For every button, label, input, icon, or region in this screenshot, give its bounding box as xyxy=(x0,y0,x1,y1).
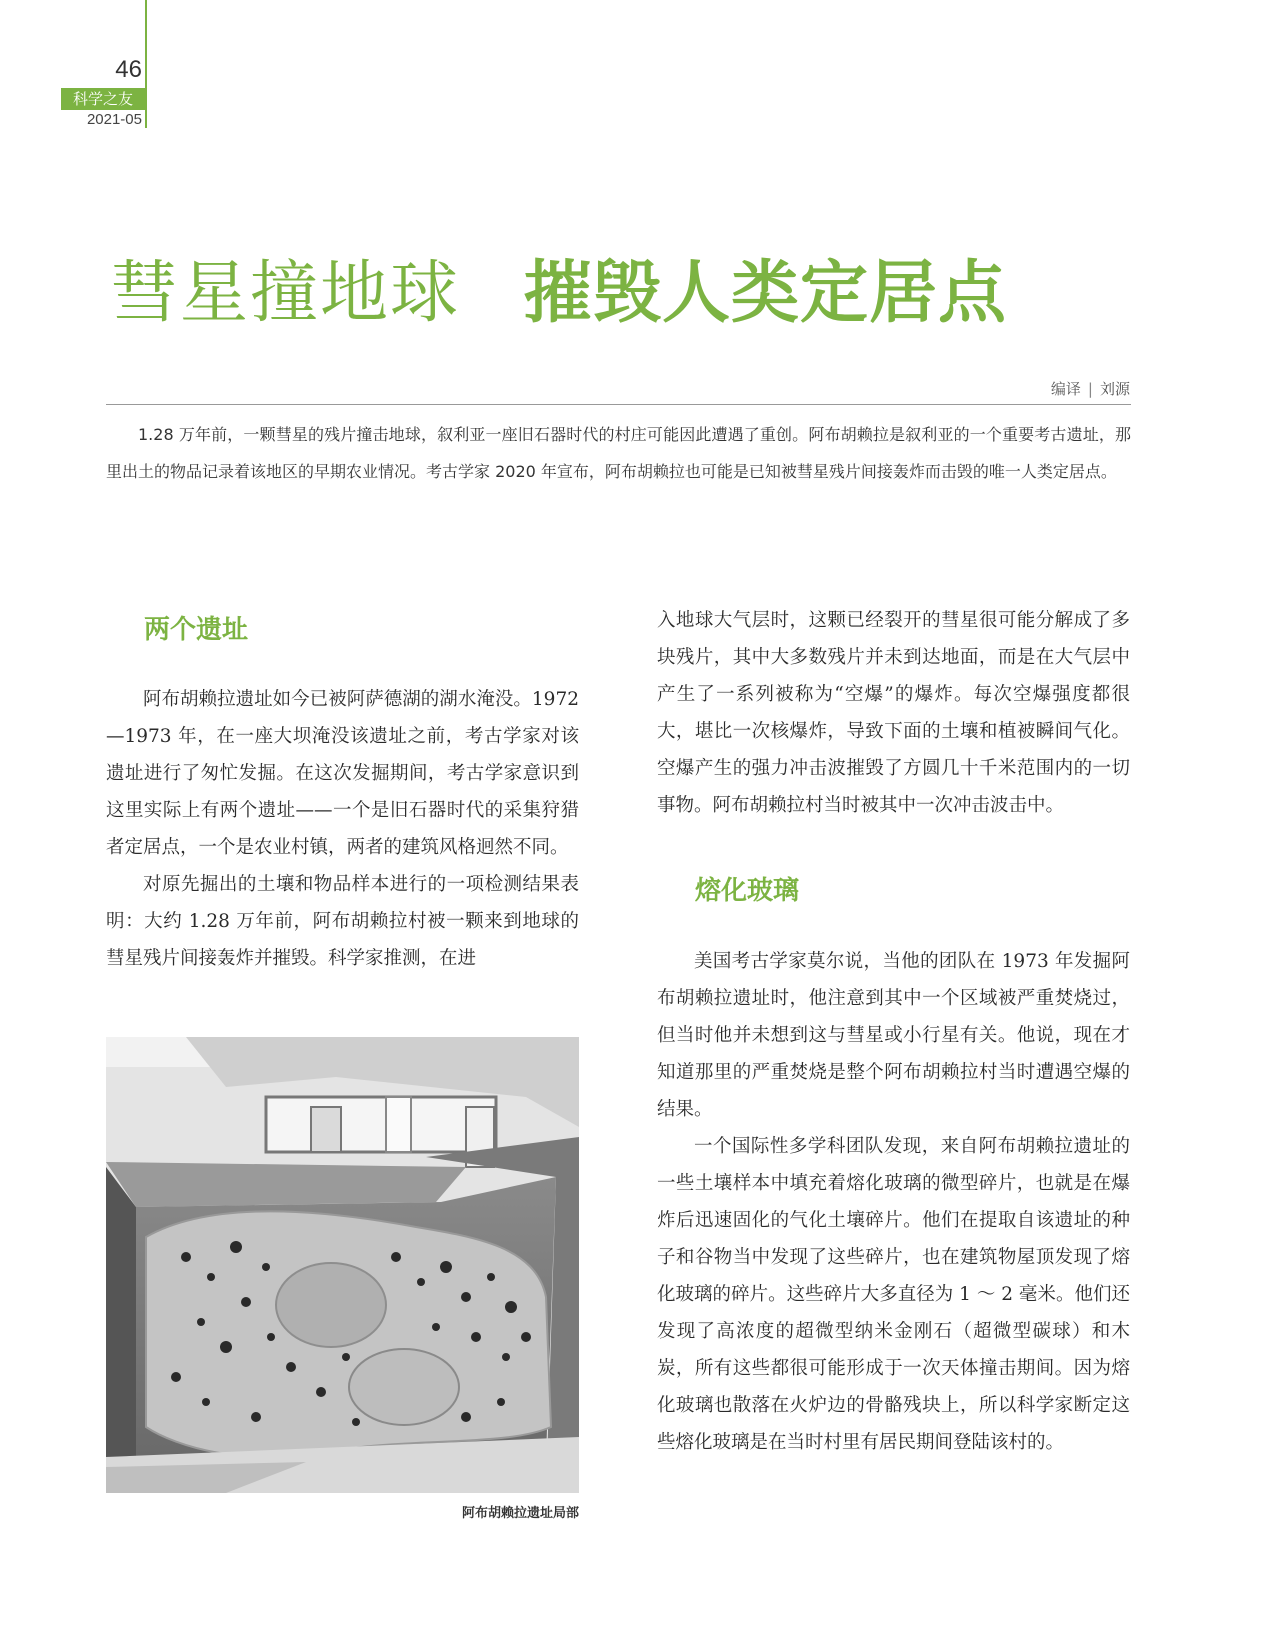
photo-caption: 阿布胡赖拉遗址局部 xyxy=(461,1506,579,1521)
body-paragraph: 美国考古学家莫尔说，当他的团队在 1973 年发掘阿布胡赖拉遗址时，他注意到其中一个区域被严重焚烧过，但当时他并未想到这与彗星或小行星有关。他说，现在才知道那里的严重焚烧是整个阿布胡赖拉村当时遭遇空爆的结果。 xyxy=(657,951,1130,1120)
excavation-photo xyxy=(106,1037,579,1493)
article-title xyxy=(110,252,1007,336)
lead-divider xyxy=(106,404,1131,405)
column-left xyxy=(106,602,579,977)
title-part-1: 彗星撞地球 xyxy=(110,254,461,333)
body-paragraph: 一个国际性多学科团队发现，来自阿布胡赖拉遗址的一些土壤样本中填充着熔化玻璃的微型碎片，也就是在爆炸后迅速固化的气化土壤碎片。他们在提取自该遗址的种子和谷物当中发现了这些碎片，也在建筑物屋顶发现了熔化玻璃的碎片。这些碎片大多直径为 1 ～ 2 毫米。他们还发现了高浓度的超微型纳米金刚石（超微型碳球）和木炭，所有这些都很可能形成于一次天体撞击期间。因为熔化玻璃也散落在火炉边的骨骼残块上，所以科学家断定这些熔化玻璃是在当时村里有居民期间登陆该村的。 xyxy=(657,1136,1130,1453)
body-paragraph: 阿布胡赖拉遗址如今已被阿萨德湖的湖水淹没。1972—1973 年，在一座大坝淹没该遗址之前，考古学家对该遗址进行了匆忙发掘。在这次发掘期间，考古学家意识到这里实际上有两个遗址——一个是旧石器时代的采集狩猎者定居点，一个是农业村镇，两者的建筑风格迥然不同。 xyxy=(106,689,579,858)
section-heading-two-sites: 两个遗址 xyxy=(144,615,249,645)
body-paragraph: 对原先掘出的土壤和物品样本进行的一项检测结果表明：大约 1.28 万年前，阿布胡赖拉村被一颗来到地球的彗星残片间接轰炸并摧毁。科学家推测，在进 xyxy=(106,874,579,969)
section-heading-molten-glass: 熔化玻璃 xyxy=(695,876,800,906)
author-separator: | xyxy=(1087,380,1093,398)
lead-paragraph: 1.28 万年前，一颗彗星的残片撞击地球，叙利亚一座旧石器时代的村庄可能因此遭遇了重创。阿布胡赖拉是叙利亚的一个重要考古遗址，那里出土的物品记录着该地区的早期农业情况。考古学家 2020 年宣布，阿布胡赖拉也可能是已知被彗星残片间接轰炸而击毁的唯一人类定居点。 xyxy=(106,425,1131,481)
author-line xyxy=(1051,378,1130,399)
title-part-2: 摧毁人类定居点 xyxy=(524,254,1008,333)
column-right xyxy=(657,602,1130,1461)
author-name: 刘源 xyxy=(1099,380,1130,398)
body-paragraph-continued: 入地球大气层时，这颗已经裂开的彗星很可能分解成了多块残片，其中大多数残片并未到达地面，而是在大气层中产生了一系列被称为“空爆”的爆炸。每次空爆强度都很大，堪比一次核爆炸，导致下面的土壤和植被瞬间气化。空爆产生的强力冲击波摧毁了方圆几十千米范围内的一切事物。阿布胡赖拉村当时被其中一次冲击波击中。 xyxy=(657,610,1130,816)
page-number: 46 xyxy=(115,56,142,83)
author-role: 编译 xyxy=(1050,380,1081,398)
excavation-photo-illustration xyxy=(106,1037,579,1493)
issue-date: 2021-05 xyxy=(86,111,142,128)
magazine-name-badge: 科学之友 xyxy=(61,88,145,110)
header-divider-line xyxy=(145,0,147,128)
